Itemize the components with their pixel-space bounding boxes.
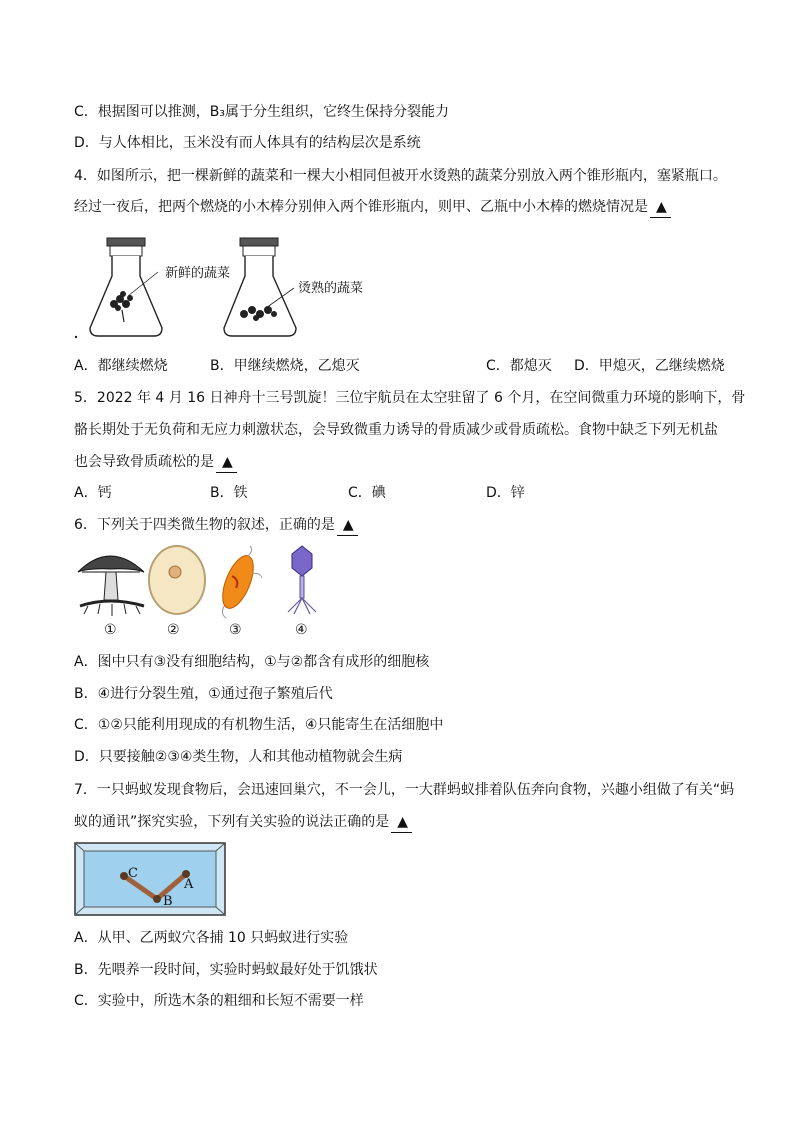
q7-option-a: A．从甲、乙两蚁穴各捕 10 只蚂蚁进行实验: [74, 930, 349, 946]
q6-microbes-figure: [74, 544, 334, 620]
q6-option-a: A．图中只有③没有细胞结构，①与②都含有成形的细胞核: [74, 654, 430, 670]
q4-stem-text: 经过一夜后，把两个燃烧的小木棒分别伸入两个锥形瓶内，则甲、乙瓶中小木棒的燃烧情况是: [74, 199, 648, 215]
q4-option-b: B．甲继续燃烧，乙熄灭: [210, 358, 360, 374]
q5-option-c: C．碘: [348, 485, 386, 501]
q7-stem-line2: [74, 812, 412, 833]
q5-stem-line2: 骼长期处于无负荷和无应力刺激状态，会导致微重力诱导的骨质减少或骨质疏松。食物中缺乏下列无机盐: [74, 422, 718, 438]
label-cooked-vegetable: 烫熟的蔬菜: [298, 281, 364, 296]
q7-option-c: C．实验中，所选木条的粗细和长短不需要一样: [74, 993, 364, 1009]
q7-ant-experiment-figure: [74, 842, 226, 916]
q4-option-d: D．甲熄灭，乙继续燃烧: [574, 358, 725, 374]
q6-stem: [74, 515, 358, 536]
point-c: [120, 872, 128, 880]
yeast-cell-image: [149, 546, 205, 614]
q3-option-c: C．根据图可以推测，B₃属于分生组织，它终生保持分裂能力: [74, 104, 449, 120]
figure-label-2: ②: [167, 622, 180, 638]
q4-answer-blank: ▲: [650, 197, 671, 218]
figure-label-c: C: [128, 866, 138, 881]
q6-option-c: C．①②只能利用现成的有机物生活，④只能寄生在活细胞中: [74, 717, 444, 733]
q3-option-d: D．与人体相比，玉米没有而人体具有的结构层次是系统: [74, 135, 421, 151]
flask-fresh: [90, 238, 162, 336]
q4-stem-line1: 4．如图所示，把一棵新鲜的蔬菜和一棵大小相同但被开水烫熟的蔬菜分别放入两个锥形瓶内，塞紧瓶口。: [74, 168, 727, 184]
q6-answer-blank: ▲: [337, 515, 358, 536]
q5-option-b: B．铁: [210, 485, 248, 501]
q4-stem-line2: [74, 197, 671, 218]
q6-option-b: B．④进行分裂生殖，①通过孢子繁殖后代: [74, 686, 333, 702]
q7-stem-text: 蚁的通讯”探究实验，下列有关实验的说法正确的是: [74, 814, 390, 830]
q5-answer-blank: ▲: [216, 452, 237, 473]
figure-label-3: ③: [229, 622, 242, 638]
label-fresh-vegetable: 新鲜的蔬菜: [165, 266, 231, 281]
q6-option-d: D．只要接触②③④类生物，人和其他动植物就会生病: [74, 749, 403, 765]
q7-stem-line1: 7．一只蚂蚁发现食物后，会迅速回巢穴，不一会儿，一大群蚂蚁排着队伍奔向食物，兴趣小组做了有关“蚂: [74, 782, 735, 798]
figure-label-1: ①: [104, 622, 117, 638]
q7-option-b: B．先喂养一段时间，实验时蚂蚁最好处于饥饿状: [74, 962, 378, 978]
figure-dot: [75, 336, 77, 338]
q5-stem-line1: 5．2022 年 4 月 16 日神舟十三号凯旋！三位宇航员在太空驻留了 6 个月，在空间微重力环境的影响下，骨: [74, 390, 746, 406]
q7-answer-blank: ▲: [391, 812, 412, 833]
figure-label-a: A: [184, 877, 194, 892]
q4-option-a: A．都继续燃烧: [74, 358, 168, 374]
virus-image: [288, 546, 316, 614]
figure-label-4: ④: [295, 622, 308, 638]
bacterium-image: [216, 546, 262, 618]
q4-option-c: C．都熄灭: [486, 358, 552, 374]
q5-stem-line3: [74, 452, 237, 473]
flask-cooked: [224, 238, 296, 336]
q5-stem-text: 也会导致骨质疏松的是: [74, 454, 214, 470]
q5-option-a: A．钙: [74, 485, 112, 501]
q5-option-d: D．锌: [486, 485, 525, 501]
q6-stem-text: 6．下列关于四类微生物的叙述，正确的是: [74, 517, 335, 533]
figure-label-b: B: [163, 894, 173, 909]
mushroom-image: [78, 556, 144, 616]
point-b: [153, 895, 161, 903]
